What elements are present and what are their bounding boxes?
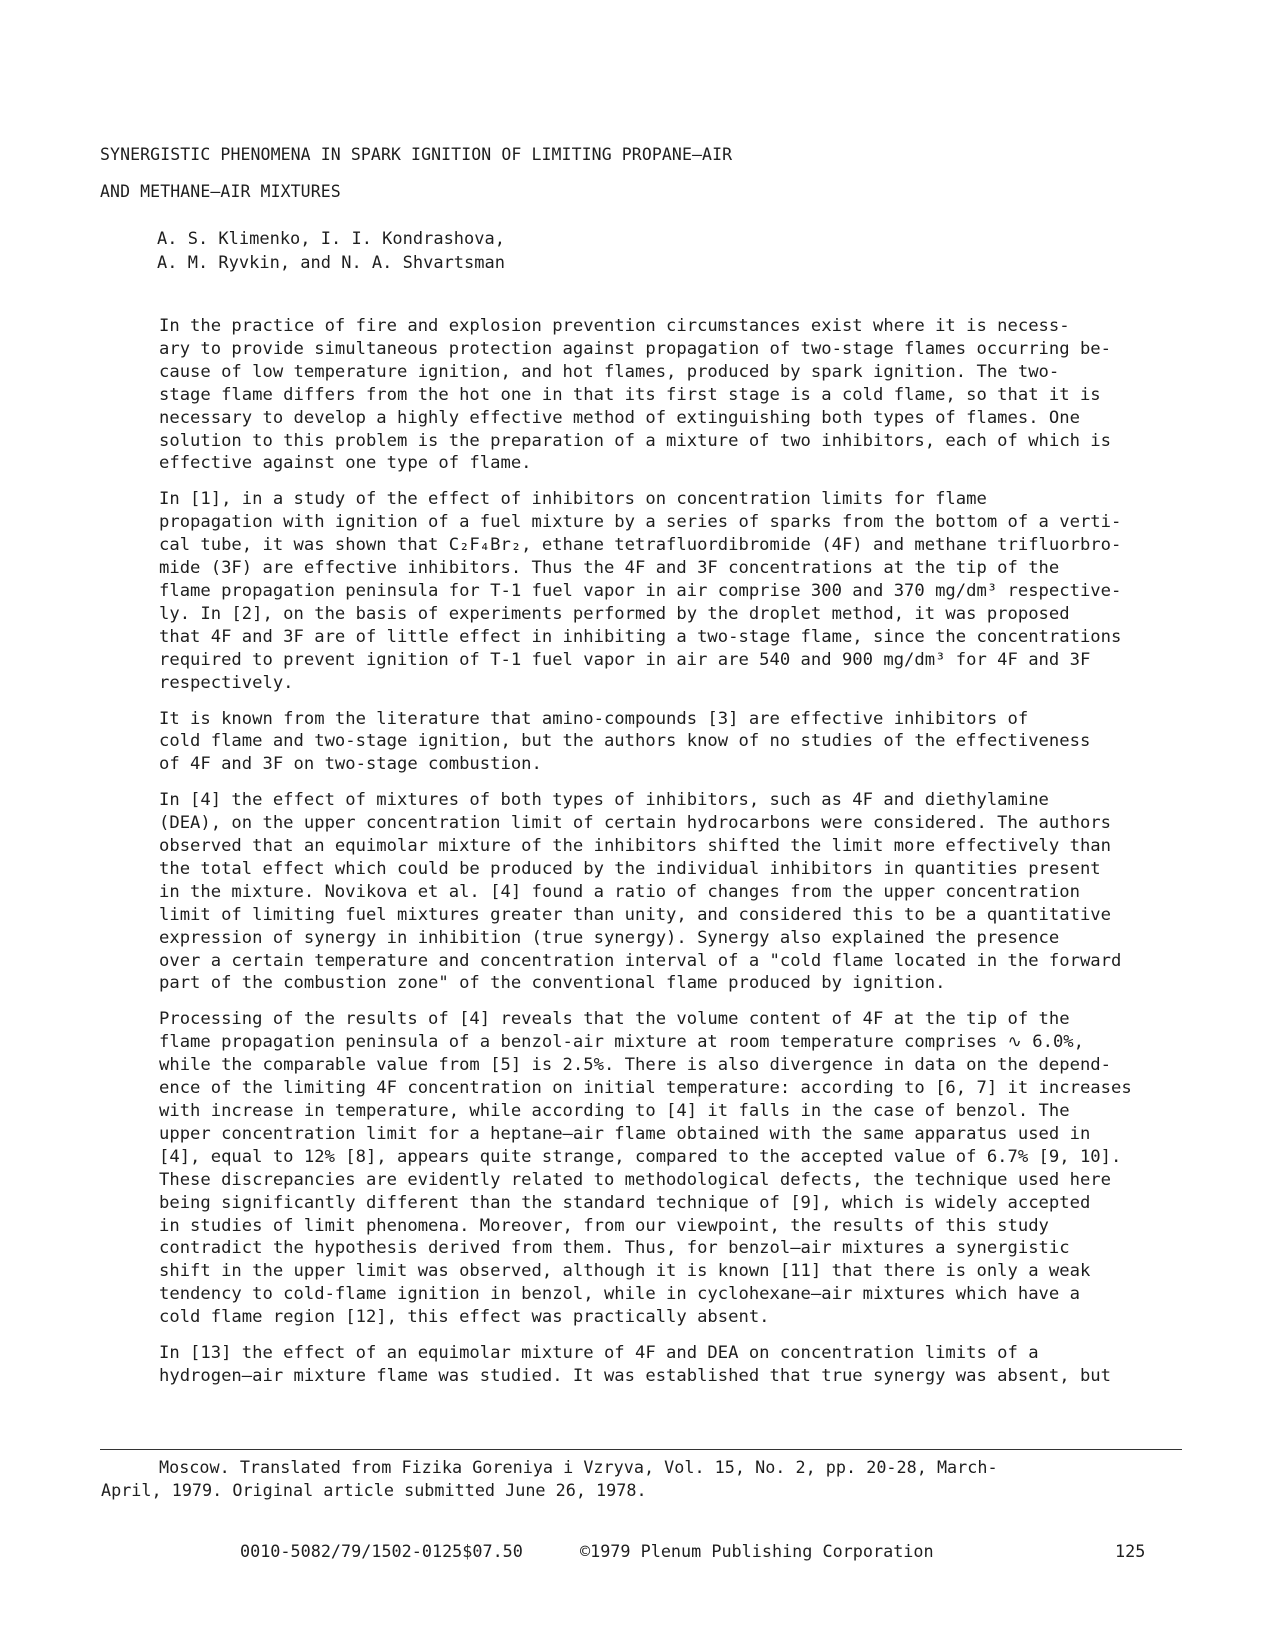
paragraph (101, 708, 1181, 777)
paragraph-line: in studies of limit phenomena. Moreover, from our viewpoint, the results of this study (159, 1215, 1049, 1236)
paragraph-line: These discrepancies are evidently related to methodological defects, the technique used here (159, 1169, 1111, 1190)
paragraph-line: In [1], in a study of the effect of inhibitors on concentration limits for flame (159, 489, 987, 510)
paragraph (101, 315, 1181, 475)
paragraph-line: upper concentration limit for a heptane—air flame obtained with the same apparatus used in (159, 1123, 1091, 1144)
paragraph-line: cal tube, it was shown that C₂F₄Br₂, ethane tetrafluordibromide (4F) and methane trifluorbro- (159, 535, 1122, 556)
paragraph-line: solution to this problem is the preparation of a mixture of two inhibitors, each of which is (159, 430, 1111, 451)
author-list (157, 227, 505, 275)
paragraph-line: cold flame region [12], this effect was practically absent. (159, 1307, 770, 1328)
paragraph-line: It is known from the literature that amino-compounds [3] are effective inhibitors of (159, 708, 1029, 729)
article-body (101, 315, 1181, 1401)
author-line: A. M. Ryvkin, and N. A. Shvartsman (157, 253, 505, 273)
paragraph-line: over a certain temperature and concentration interval of a "cold flame located in the forward (159, 950, 1122, 971)
paragraph-line: being significantly different than the standard technique of [9], which is widely accepted (159, 1192, 1091, 1213)
paragraph-line: In [4] the effect of mixtures of both types of inhibitors, such as 4F and diethylamine (159, 790, 1049, 811)
paragraph-line: Processing of the results of [4] reveals that the volume content of 4F at the tip of the (159, 1009, 1070, 1030)
paragraph-line: In [13] the effect of an equimolar mixture of 4F and DEA on concentration limits of a (159, 1343, 1039, 1364)
paragraph-line: cause of low temperature ignition, and hot flames, produced by spark ignition. The two- (159, 361, 1060, 382)
paragraph-line: necessary to develop a highly effective method of extinguishing both types of flames. One (159, 407, 1080, 428)
footnote-line: April, 1979. Original article submitted June 26, 1978. (101, 1479, 647, 1500)
paragraph-line: respectively. (159, 672, 294, 693)
paragraph-line: while the comparable value from [5] is 2.5%. There is also divergence in data on the depend- (159, 1055, 1111, 1076)
paragraph-line: part of the combustion zone" of the conventional flame produced by ignition. (159, 973, 946, 994)
paragraph (101, 488, 1181, 694)
footnote (101, 1456, 998, 1501)
paragraph-line: in the mixture. Novikova et al. [4] found a ratio of changes from the upper concentration (159, 881, 1080, 902)
paragraph-line: mide (3F) are effective inhibitors. Thus the 4F and 3F concentrations at the tip of the (159, 558, 1060, 579)
paragraph-line: that 4F and 3F are of little effect in inhibiting a two-stage flame, since the concentrations (159, 626, 1122, 647)
paragraph-line: shift in the upper limit was observed, although it is known [11] that there is only a weak (159, 1261, 1091, 1282)
paragraph-line: (DEA), on the upper concentration limit of certain hydrocarbons were considered. The authors (159, 813, 1111, 834)
paragraph-line: In the practice of fire and explosion prevention circumstances exist where it is necess- (159, 316, 1070, 336)
paragraph-line: cold flame and two-stage ignition, but the authors know of no studies of the effectiveness (159, 731, 1091, 752)
paragraph-line: with increase in temperature, while according to [4] it falls in the case of benzol. The (159, 1101, 1070, 1121)
paragraph-line: ly. In [2], on the basis of experiments performed by the droplet method, it was proposed (159, 603, 1070, 624)
paragraph-line: [4], equal to 12% [8], appears quite strange, compared to the accepted value of 6.7% [9, 10]. (159, 1146, 1122, 1167)
paragraph (101, 1008, 1181, 1329)
publisher-copyright: ©1979 Plenum Publishing Corporation (580, 1541, 934, 1561)
paragraph-line: hydrogen—air mixture flame was studied. It was established that true synergy was absent, but (159, 1365, 1111, 1386)
paragraph-line: limit of limiting fuel mixtures greater than unity, and considered this to be a quantitative (159, 904, 1111, 925)
article-code: 0010-5082/79/1502-0125$07.50 (240, 1541, 523, 1561)
title-line-1: SYNERGISTIC PHENOMENA IN SPARK IGNITION OF LIMITING PROPANE—AIR (100, 145, 733, 164)
author-line: A. S. Klimenko, I. I. Kondrashova, (157, 229, 505, 249)
paragraph-line: the total effect which could be produced by the individual inhibitors in quantities present (159, 858, 1101, 879)
paragraph-line: propagation with ignition of a fuel mixture by a series of sparks from the bottom of a verti- (159, 512, 1122, 533)
paragraph (101, 1342, 1181, 1388)
paragraph-line: required to prevent ignition of T-1 fuel vapor in air are 540 and 900 mg/dm³ for 4F and 3F (159, 649, 1091, 670)
paragraph-line: flame propagation peninsula of a benzol-air mixture at room temperature comprises ∿ 6.0%, (159, 1032, 1085, 1053)
paragraph-line: stage flame differs from the hot one in that its first stage is a cold flame, so that it is (159, 384, 1101, 405)
paragraph (101, 789, 1181, 995)
paragraph-line: flame propagation peninsula for T-1 fuel vapor in air comprise 300 and 370 mg/dm³ respective- (159, 580, 1122, 601)
paragraph-line: contradict the hypothesis derived from them. Thus, for benzol—air mixtures a synergistic (159, 1238, 1070, 1259)
paragraph-line: ary to provide simultaneous protection against propagation of two-stage flames occurring be- (159, 338, 1111, 359)
page-number: 125 (1115, 1541, 1146, 1561)
paragraph-line: tendency to cold-flame ignition in benzol, while in cyclohexane—air mixtures which have a (159, 1284, 1080, 1305)
paragraph-line: observed that an equimolar mixture of the inhibitors shifted the limit more effectively than (159, 836, 1111, 857)
footnote-line: Moscow. Translated from Fizika Goreniya i Vzryva, Vol. 15, No. 2, pp. 20-28, March- (159, 1457, 998, 1477)
footnote-rule (100, 1449, 1182, 1450)
paragraph-line: ence of the limiting 4F concentration on initial temperature: according to [6, 7] it increases (159, 1078, 1132, 1099)
paragraph-line: expression of synergy in inhibition (true synergy). Synergy also explained the presence (159, 927, 1060, 948)
title-line-2: AND METHANE—AIR MIXTURES (100, 182, 341, 201)
paragraph-line: effective against one type of flame. (159, 453, 532, 474)
paragraph-line: of 4F and 3F on two-stage combustion. (159, 754, 542, 775)
